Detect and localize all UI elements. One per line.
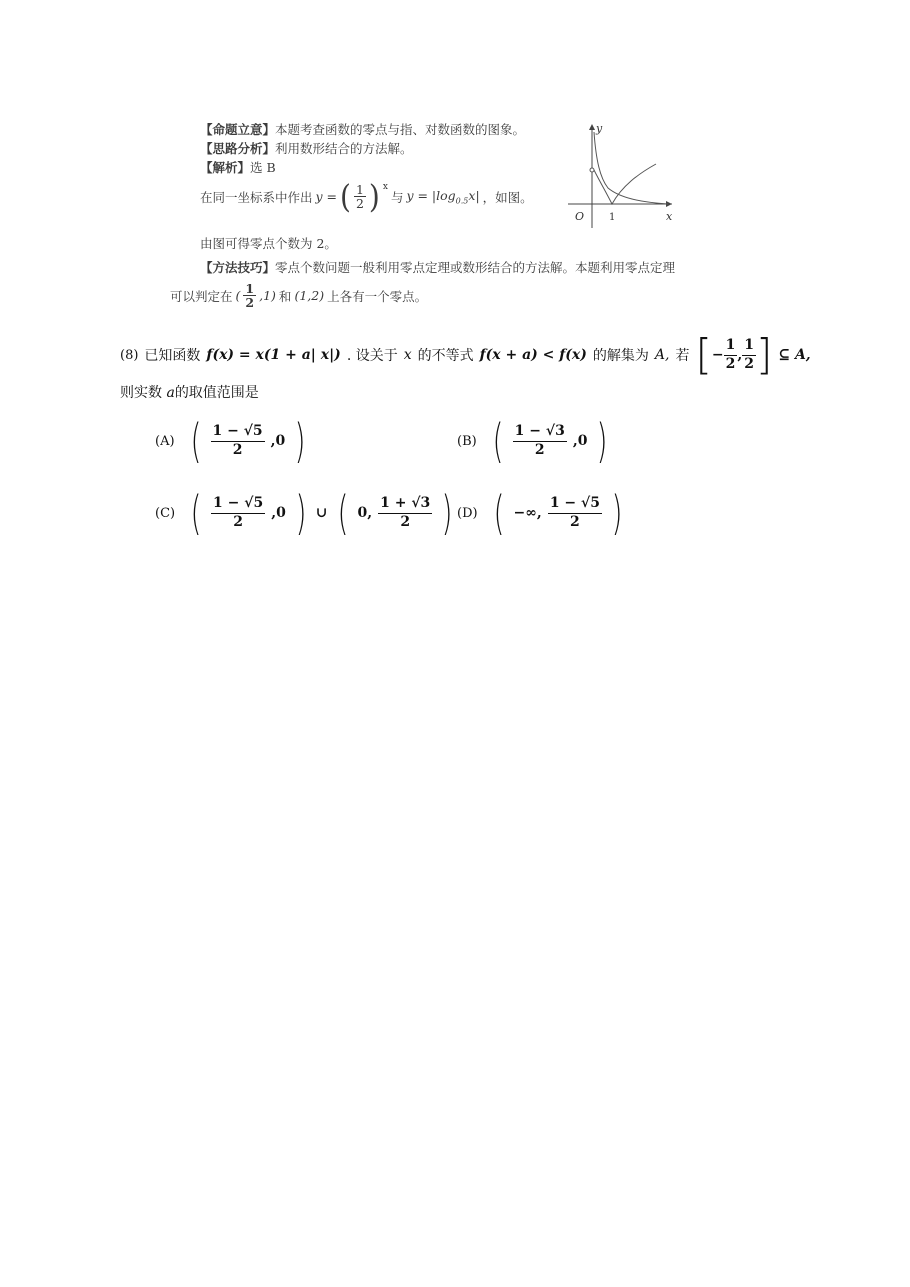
stem-d: 的解集为 bbox=[592, 348, 649, 364]
analysis-tag: 【思路分析】 bbox=[200, 141, 276, 156]
solution-block bbox=[160, 110, 700, 320]
log-curve bbox=[594, 164, 656, 204]
exp-curve bbox=[594, 132, 668, 204]
option-b[interactable]: (B) ( 1 − √3 2 ,0 ) bbox=[457, 414, 608, 468]
option-d[interactable]: (D) ( −∞, 1 − √5 2 ) bbox=[457, 486, 623, 540]
stem-b: . 设关于 bbox=[346, 348, 398, 364]
method-text: 零点个数问题一般利用零点定理或数形结合的方法解。本题利用零点定理 bbox=[275, 260, 676, 275]
interval2: (1,2) bbox=[294, 288, 325, 304]
intent-line bbox=[200, 120, 525, 138]
plot-post: ，如图。 bbox=[482, 189, 533, 205]
plot-pre: 在同一坐标系中作出 bbox=[200, 189, 313, 205]
option-c-fraction-1: 1 − √5 2 bbox=[213, 495, 264, 530]
plot-line: 在同一坐标系中作出 y = ( $\frac{1}{2}$ ) $^x$ 与 $y = |\log_{0.5}x|$ ，如图。 bbox=[200, 177, 533, 216]
subset-a: ⊆ A, bbox=[778, 347, 811, 363]
line2-a: 则实数 bbox=[120, 385, 162, 401]
function-graph bbox=[560, 120, 680, 230]
line2-b: 的取值范围是 bbox=[174, 385, 259, 401]
y-label: y bbox=[596, 122, 603, 135]
y-axis-arrow bbox=[589, 124, 595, 130]
function-def: f(x) = x(1 + a| x|) bbox=[206, 347, 341, 363]
intent-tag: 【命题立意】 bbox=[200, 122, 276, 137]
bracket-interval: [ − $\frac{1}{2}$ , 1 2 ] bbox=[695, 330, 773, 379]
option-a-label: (A) bbox=[155, 433, 175, 449]
stem-e: 若 bbox=[675, 348, 690, 364]
judge-line: 可以判定在 ( $\frac{1}{2}$ ,1) 和 (1,2) 上各有一个零点。 bbox=[170, 281, 428, 311]
method-line bbox=[200, 258, 675, 276]
origin-label: O bbox=[575, 210, 585, 223]
var-a: a bbox=[166, 385, 175, 401]
set-a: A, bbox=[654, 347, 670, 363]
judge-and: 和 bbox=[278, 288, 292, 304]
stem-c: 的不等式 bbox=[417, 348, 474, 364]
option-b-fraction: 1 − √3 2 bbox=[514, 423, 565, 458]
option-d-fraction: 1 − √5 2 bbox=[549, 495, 600, 530]
answer-tag: 【解析】 bbox=[200, 160, 251, 175]
half-fraction: $\frac{1}{2}$ bbox=[355, 181, 364, 211]
y-eq: y = bbox=[315, 189, 338, 204]
question-line-1 bbox=[120, 330, 811, 379]
and-text: 与 bbox=[390, 189, 404, 205]
judge-post: 上各有一个零点。 bbox=[327, 288, 428, 304]
var-x: x bbox=[403, 347, 412, 363]
option-a[interactable]: (A) ( 1 − √5 2 ,0 ) bbox=[155, 414, 306, 468]
answer-line bbox=[200, 158, 276, 176]
analysis-text: 利用数形结合的方法解。 bbox=[275, 141, 413, 156]
exponent-x: x bbox=[382, 181, 388, 192]
judge-pre: 可以判定在 bbox=[170, 288, 233, 304]
question-line-2 bbox=[120, 382, 259, 402]
tick-label-1: 1 bbox=[609, 212, 616, 223]
intent-text: 本题考查函数的零点与指、对数函数的图象。 bbox=[275, 122, 526, 137]
conclusion-line: 由图可得零点个数为 2。 bbox=[200, 236, 337, 251]
log-expr: $y = |\log_{0.5}x|$ bbox=[406, 187, 480, 206]
interval1-fraction: $\frac{1}{2}$ bbox=[245, 281, 255, 311]
x-label: x bbox=[666, 210, 673, 223]
option-c[interactable]: (C) ( 1 − √5 2 ,0 ) ∪ ( 0, 1 + √3 2 ) bbox=[155, 486, 453, 540]
option-d-label: (D) bbox=[457, 505, 478, 521]
stem-a: 已知函数 bbox=[144, 348, 201, 364]
option-c-label: (C) bbox=[155, 505, 176, 521]
option-a-fraction: 1 − √5 2 bbox=[212, 423, 263, 458]
analysis-line bbox=[200, 139, 413, 157]
question-number: (8) bbox=[120, 347, 139, 363]
y-intercept-point bbox=[590, 168, 594, 172]
method-tag: 【方法技巧】 bbox=[200, 260, 276, 275]
option-c-fraction-2: 1 + √3 2 bbox=[380, 495, 431, 530]
union-symbol: ∪ bbox=[315, 505, 328, 521]
option-b-label: (B) bbox=[457, 433, 477, 449]
answer-text: 选 B bbox=[250, 160, 276, 175]
inequality: f(x + a) < f(x) bbox=[479, 347, 587, 363]
